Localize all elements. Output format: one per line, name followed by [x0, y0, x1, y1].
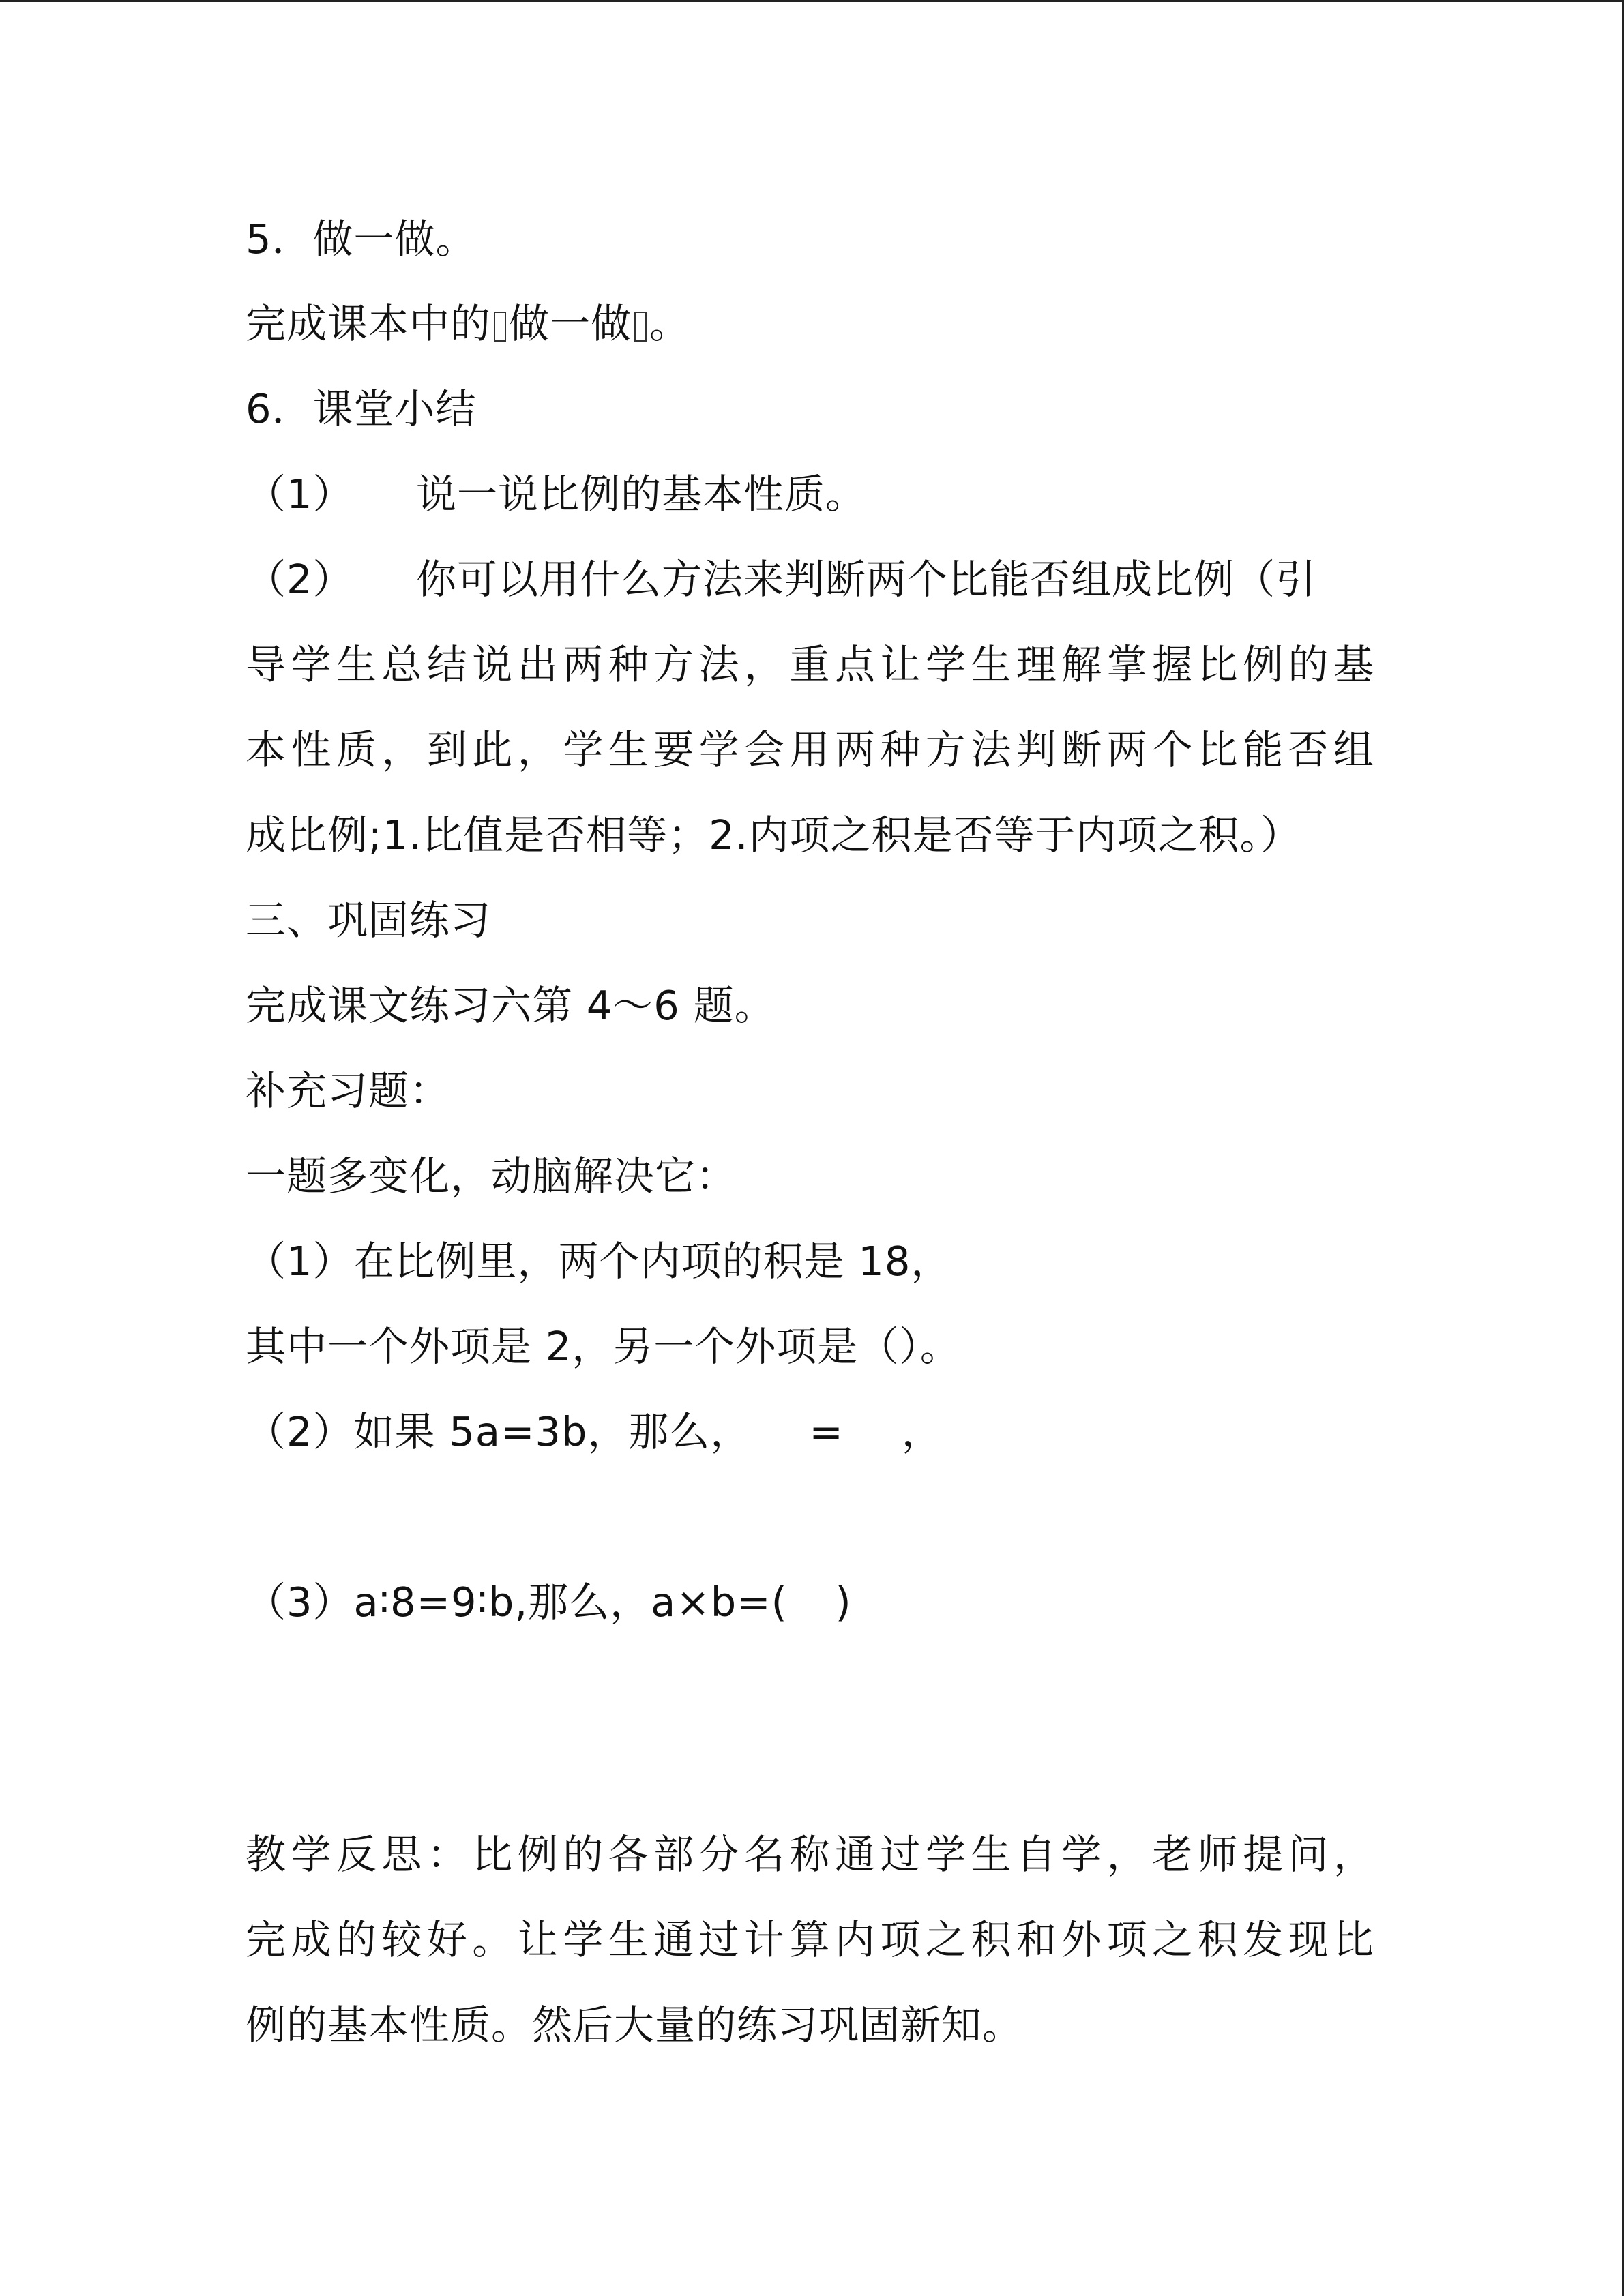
heading-class-summary: 6．课堂小结 [246, 385, 477, 432]
summary-item-2-line-2: 导学生总结说出两种方法，重点让学生理解掌握比例的基 [246, 641, 1374, 688]
exercise-1-line-1: （1）在比例里，两个内项的积是 18， [246, 1238, 952, 1285]
paragraph-one-question-many-changes: 一题多变化，动脑解决它： [246, 1152, 737, 1199]
summary-item-2: （2） 你可以用什么方法来判断两个比能否组成比例（引 [246, 556, 1317, 603]
quote-box-close [634, 312, 647, 342]
teaching-reflection-line-3: 例的基本性质。然后大量的练习巩固新知。 [246, 2001, 1024, 2048]
teaching-reflection-line-2: 完成的较好。让学生通过计算内项之积和外项之积发现比 [246, 1916, 1374, 1963]
exercise-3: （3）a∶8=9∶b,那么，a×b=( ) [246, 1579, 852, 1626]
paragraph-complete-textbook: 完成课本中的 做一做 。 [246, 300, 691, 347]
heading-consolidation-practice: 三、巩固练习 [246, 897, 492, 944]
exercise-2: （2）如果 5a=3b，那么， = ， [246, 1408, 943, 1455]
page-border-top [0, 0, 1624, 2]
summary-item-2-line-3: 本性质，到此，学生要学会用两种方法判断两个比能否组 [246, 726, 1374, 773]
summary-item-2-line-4: 成比例;1.比值是否相等；2.内项之积是否等于内项之积。） [246, 811, 1301, 859]
teaching-reflection-line-1: 教学反思：比例的各部分名称通过学生自学，老师提问， [246, 1831, 1374, 1878]
paragraph-exercise-six: 完成课文练习六第 4～6 题。 [246, 982, 776, 1029]
heading-supplementary-exercises: 补充习题： [246, 1067, 451, 1114]
heading-do-it: 5．做一做。 [246, 215, 477, 263]
summary-item-1: （1） 说一说比例的基本性质。 [246, 471, 867, 518]
quote-box-open [494, 312, 506, 342]
exercise-1-line-2: 其中一个外项是 2，另一个外项是（）。 [246, 1323, 961, 1370]
